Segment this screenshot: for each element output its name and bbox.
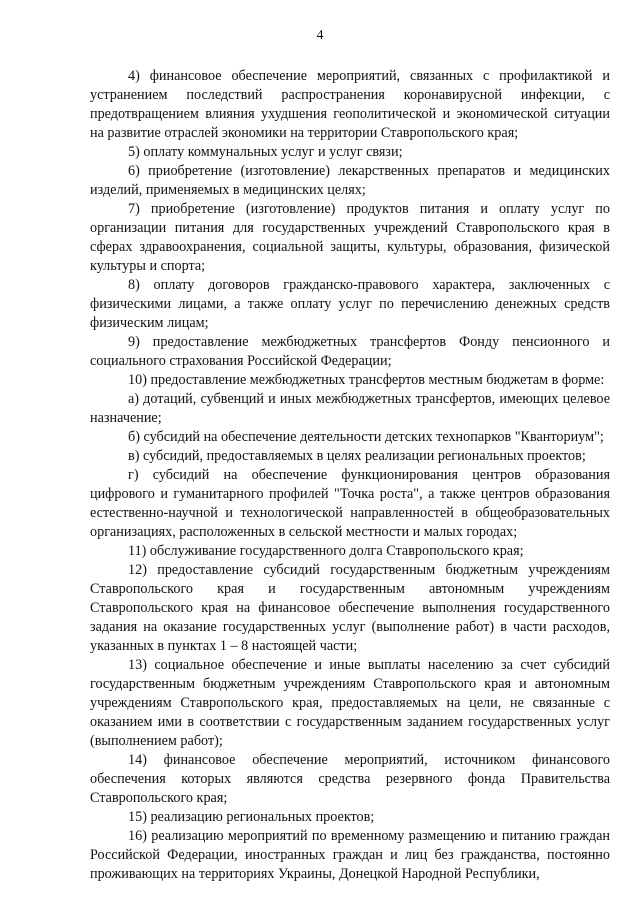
- list-item: 10) предоставление межбюджетных трансфертов местным бюджетам в форме:: [128, 372, 605, 388]
- sub-list-item: б) субсидий на обеспечение деятельности детских технопарков "Кванториум";: [128, 429, 604, 445]
- list-item: 15) реализацию региональных проектов;: [128, 809, 375, 825]
- list-item: 12) предоставление субсидий государственным бюджетным учреждениям Ставропольского края и государственным автономным учреждениям Ставропольского края на финансовое обеспечение выполнения государственного задания на оказание государственных услуг (выполнение работ) в части расходов, указанных в пунктах 1 – 8 настоящей части;: [90, 562, 610, 654]
- list-item: 5) оплату коммунальных услуг и услуг связи;: [128, 144, 403, 160]
- sub-list-item: а) дотаций, субвенций и иных межбюджетных трансфертов, имеющих целевое назначение;: [90, 391, 610, 426]
- list-item: 14) финансовое обеспечение мероприятий, источником финансового обеспечения которых являются средства резервного фонда Правительства Ставропольского края;: [90, 752, 610, 806]
- document-body: [90, 67, 610, 884]
- sub-list-item: в) субсидий, предоставляемых в целях реализации региональных проектов;: [128, 448, 586, 464]
- list-item: 11) обслуживание государственного долга Ставропольского края;: [128, 543, 524, 559]
- list-item: 6) приобретение (изготовление) лекарственных препаратов и медицинских изделий, применяемых в медицинских целях;: [90, 163, 610, 198]
- list-item: 16) реализацию мероприятий по временному размещению и питанию граждан Российской Федерации, иностранных граждан и лиц без гражданства, постоянно проживающих на территориях Украины, Донецкой Народной Республики,: [90, 828, 610, 882]
- list-item: 4) финансовое обеспечение мероприятий, связанных с профилактикой и устранением последствий распространения коронавирусной инфекции, с предотвращением влияния ухудшения геополитической и экономической ситуации на развитие отраслей экономики на территории Ставропольского края;: [90, 68, 610, 141]
- list-item: 13) социальное обеспечение и иные выплаты населению за счет субсидий государственным бюджетным учреждениям Ставропольского края и автономным учреждениям Ставропольского края, предоставляемых на цели, не связанные с оказанием ими в соответствии с государственным заданием государственных услуг (выполнением работ);: [90, 657, 610, 749]
- list-item: 7) приобретение (изготовление) продуктов питания и оплату услуг по организации питания для государственных учреждений Ставропольского края в сферах здравоохранения, социальной защиты, культуры, образования, физической культуры и спорта;: [90, 201, 610, 274]
- list-item: 8) оплату договоров гражданско-правового характера, заключенных с физическими лицами, а также оплату услуг по перечислению денежных средств физическим лицам;: [90, 277, 610, 331]
- sub-list-item: г) субсидий на обеспечение функционирования центров образования цифрового и гуманитарного профилей "Точка роста", а также центров образования естественно-научной и технологической направленностей в общеобразовательных организациях, расположенных в сельской местности и малых городах;: [90, 467, 610, 540]
- page-number: 4: [316, 28, 324, 43]
- list-item: 9) предоставление межбюджетных трансфертов Фонду пенсионного и социального страхования Российской Федерации;: [90, 334, 610, 369]
